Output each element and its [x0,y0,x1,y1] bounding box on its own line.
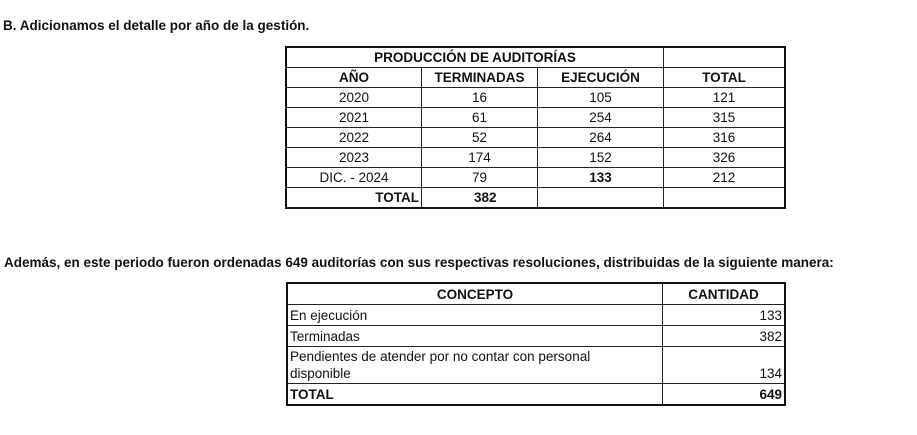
table-row [286,128,785,148]
cell-ejecucion: 152 [538,148,664,168]
cell-terminadas: 52 [422,128,538,148]
group-title-cell: PRODUCCIÓN DE AUDITORÍAS [286,47,664,68]
cell-year: 2021 [286,108,422,128]
header-terminadas: TERMINADAS [422,68,538,88]
header-cantidad: CANTIDAD [663,283,786,305]
cell-ejecucion: 264 [538,128,664,148]
cell-year: 2023 [286,148,422,168]
cell-cantidad: 382 [663,326,786,347]
header-concepto: CONCEPTO [287,283,663,305]
table-row [287,347,785,384]
cell-terminadas: 174 [422,148,538,168]
cell-total: 316 [664,128,786,148]
cell-total: 315 [664,108,786,128]
empty-cell [664,188,786,209]
total-value: 649 [663,384,786,406]
header-total: TOTAL [664,68,786,88]
table-header-row [287,283,785,305]
table-row [286,168,785,188]
table-row [287,305,785,326]
table-group-header-row [286,47,785,68]
cell-terminadas: 61 [422,108,538,128]
cell-concepto: Pendientes de atender por no contar con personal disponible [287,347,663,384]
concept-table [286,282,786,406]
table-total-row [287,384,785,406]
total-label: TOTAL [287,384,663,406]
summary-paragraph: Además, en este periodo fueron ordenadas 649 auditorías con sus respectivas resoluciones, distribuidas de la siguiente manera: [4,255,834,270]
table-row [286,108,785,128]
table-row [286,88,785,108]
cell-cantidad: 134 [663,347,786,384]
cell-year: 2022 [286,128,422,148]
cell-total: 326 [664,148,786,168]
table-header-row [286,68,785,88]
cell-concepto: En ejecución [287,305,663,326]
table-row [287,326,785,347]
empty-cell [538,188,664,209]
cell-year: 2020 [286,88,422,108]
production-table [285,46,786,209]
empty-cell [664,47,786,68]
cell-cantidad: 133 [663,305,786,326]
cell-concepto: Terminadas [287,326,663,347]
section-b-heading: B. Adicionamos el detalle por año de la gestión. [3,18,310,33]
cell-terminadas: 79 [422,168,538,188]
cell-ejecucion: 133 [538,168,664,188]
cell-year: DIC. - 2024 [286,168,422,188]
total-label: TOTAL [286,188,422,209]
total-terminadas: 382 [422,188,538,209]
table-total-row [286,188,785,209]
cell-ejecucion: 254 [538,108,664,128]
header-ejecucion: EJECUCIÓN [538,68,664,88]
cell-ejecucion: 105 [538,88,664,108]
cell-total: 121 [664,88,786,108]
header-year: AÑO [286,68,422,88]
cell-total: 212 [664,168,786,188]
cell-terminadas: 16 [422,88,538,108]
table-row [286,148,785,168]
